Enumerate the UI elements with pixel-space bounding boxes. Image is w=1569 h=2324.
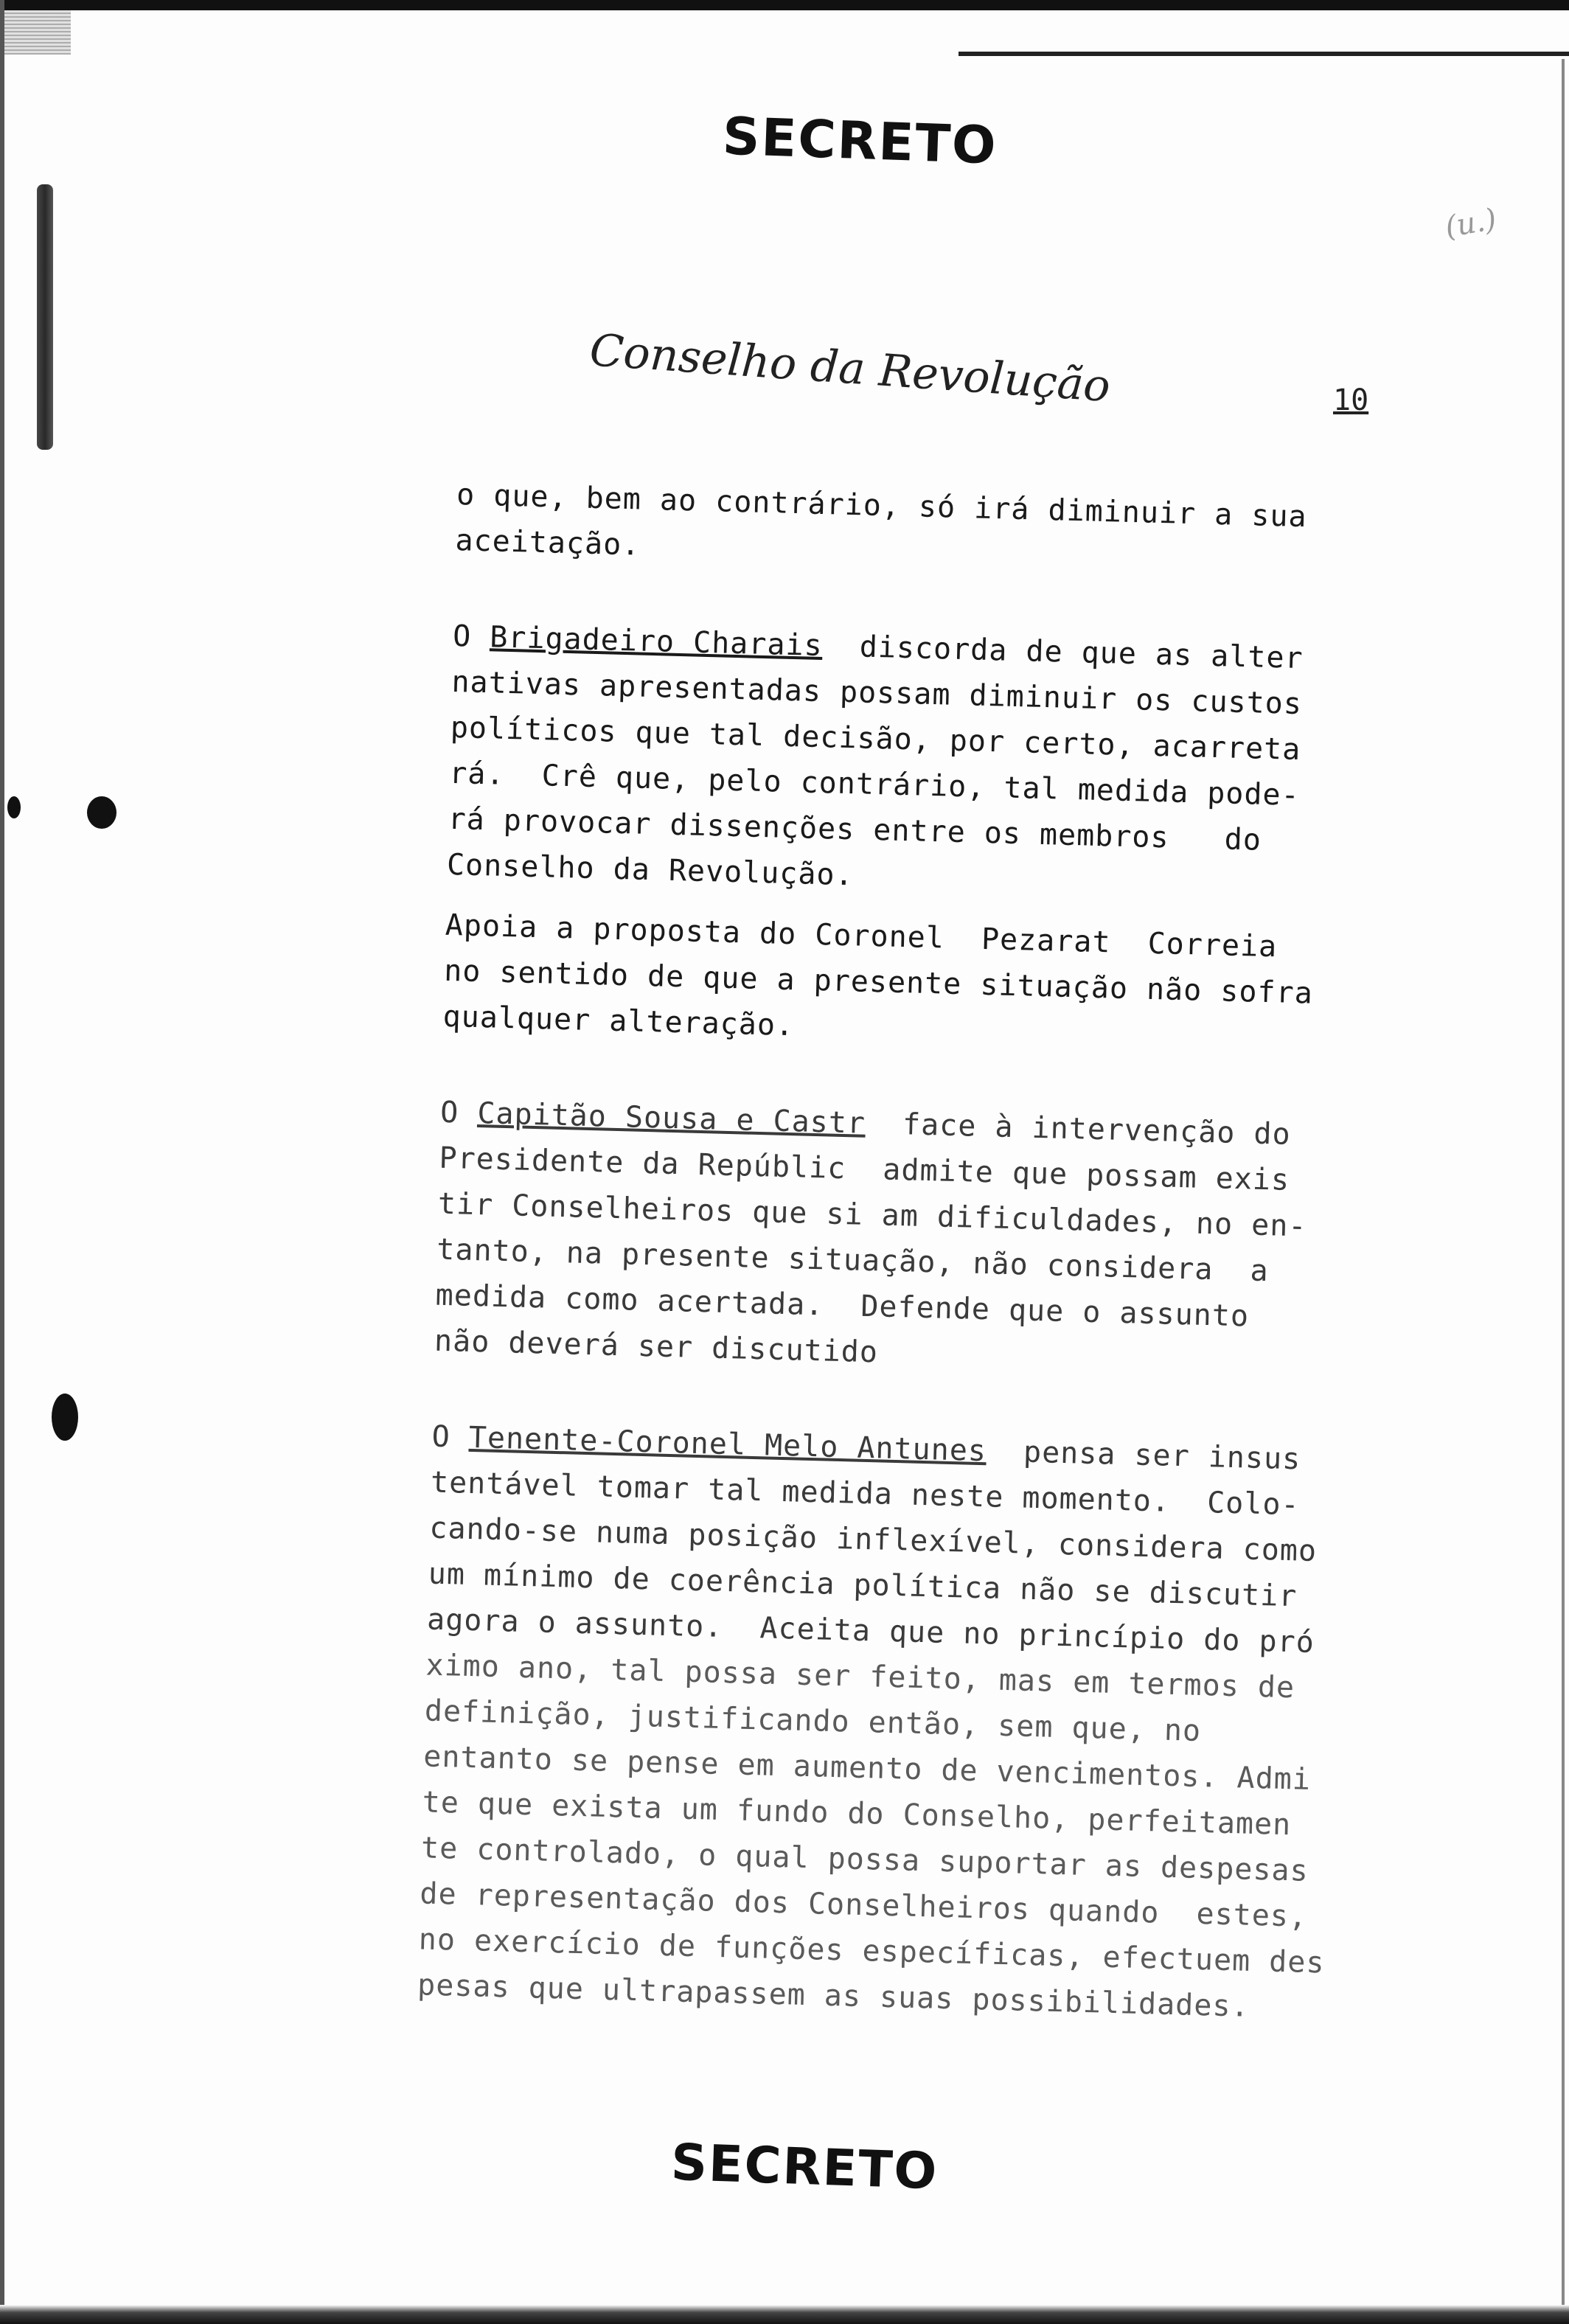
classification-stamp-top: SECRETO: [721, 105, 998, 176]
text-line: o que, bem ao contrário, só irá diminuir a sua: [456, 477, 1308, 535]
line-suffix: face à intervenção do: [865, 1106, 1292, 1152]
punch-hole: [87, 796, 116, 829]
text-line: pesas que ultrapassem as suas possibilidades.: [417, 1968, 1250, 2024]
text-line: medida como acertada. Defende que o assunto: [435, 1278, 1250, 1334]
text-line: agora o assunto. Aceita que no princípio do pró: [426, 1602, 1315, 1660]
scan-top-border: [0, 0, 1569, 10]
text-line: te controlado, o qual possa suportar as despesas: [420, 1831, 1309, 1888]
scan-bottom-border: [0, 2305, 1569, 2324]
text-line: definição, justificando então, sem que, no: [424, 1694, 1202, 1748]
scan-right-border: [1562, 59, 1565, 2305]
text-line: políticos que tal decisão, por certo, acarreta: [450, 710, 1301, 768]
text-line: no sentido de que a presente situação não sofra: [443, 953, 1314, 1011]
text-line: tentável tomar tal medida neste momento. Colo-: [430, 1465, 1301, 1523]
line-prefix: O: [439, 1095, 479, 1131]
line-suffix: pensa ser insus: [986, 1434, 1301, 1477]
speaker-name: Capitão Sousa e Castr: [476, 1096, 866, 1141]
page-number: 10: [1333, 383, 1369, 417]
line-prefix: O: [452, 619, 490, 655]
text-line: não deverá ser discutido: [434, 1323, 879, 1370]
text-line: entanto se pense em aumento de vencimentos. Admi: [422, 1739, 1312, 1797]
document-body: [417, 472, 1326, 2031]
line-suffix: discorda de que as alter: [822, 629, 1304, 676]
text-line: de representação dos Conselheiros quando estes,: [419, 1876, 1308, 1934]
text-line: tanto, na presente situação, não considera a: [436, 1232, 1270, 1289]
speaker-name: Tenente-Coronel Melo Antunes: [468, 1420, 987, 1469]
classification-stamp-bottom: SECRETO: [669, 2133, 939, 2202]
text-line: aceitação.: [454, 523, 641, 563]
text-line: cando-se numa posição inflexível, considera como: [428, 1511, 1318, 1569]
binding-mark: [37, 184, 53, 450]
text-line: nativas apresentadas possam diminuir os custos: [450, 664, 1303, 722]
text-line: qualquer alteração.: [442, 999, 795, 1043]
text-line: tir Conselheiros que si am dificuldades, no en-: [437, 1186, 1308, 1244]
text-line: te que exista um fundo do Conselho, perfeitamen: [422, 1785, 1292, 1843]
punch-hole: [52, 1394, 78, 1441]
punch-hole: [7, 796, 21, 818]
text-line: um mínimo de coerência política não se discutir: [428, 1556, 1298, 1614]
letterhead: Conselho da Revolução: [588, 324, 1113, 413]
text-line: Presidente da Repúblic admite que possam exis: [439, 1141, 1290, 1197]
text-line: Conselho da Revolução.: [446, 847, 855, 893]
scan-corner-artifact: [4, 10, 71, 55]
text-line: rá provocar dissenções entre os membros do: [448, 801, 1262, 857]
speaker-name: Brigadeiro Charais: [489, 620, 824, 664]
handwritten-corner-mark: (u.): [1442, 202, 1500, 245]
text-line: rá. Crê que, pelo contrário, tal medida pode-: [448, 756, 1301, 813]
line-prefix: O: [431, 1419, 470, 1455]
text-line: Apoia a proposta do Coronel Pezarat Correia: [445, 908, 1278, 964]
text-line: ximo ano, tal possa ser feito, mas em termos de: [425, 1648, 1295, 1705]
text-line: no exercício de funções específicas, efectuem des: [418, 1922, 1326, 1980]
scan-top-rule: [959, 52, 1569, 56]
scan-left-border: [0, 0, 4, 2324]
